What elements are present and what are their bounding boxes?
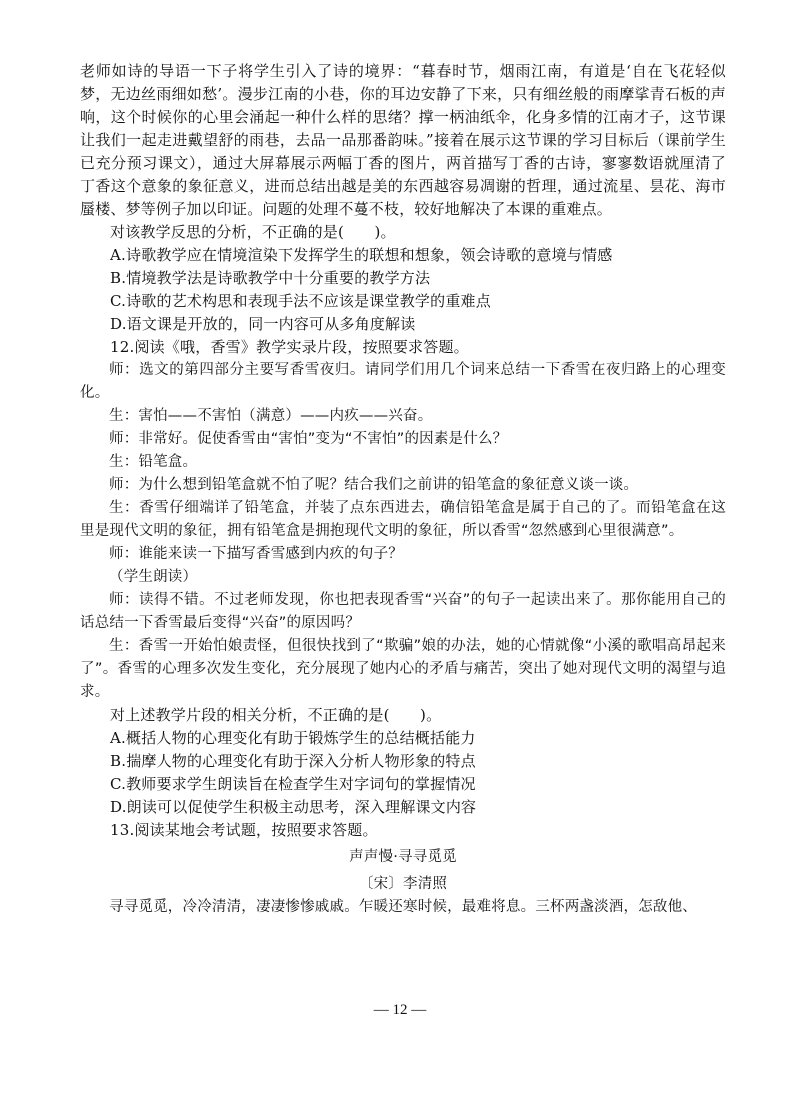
q11-option-a: A.诗歌教学应在情境渲染下发挥学生的联想和想象，领会诗歌的意境与情感	[110, 246, 613, 264]
dialogue-line: （学生朗读）	[109, 569, 198, 585]
q11-option-b: B.情境教学法是诗歌教学中十分重要的教学方法	[110, 269, 431, 287]
q11-option-c: C.诗歌的艺术构思和表现手法不应该是课堂教学的重难点	[110, 292, 491, 310]
poem-title: 声声慢·寻寻觅觅	[349, 849, 457, 865]
page-content	[80, 60, 726, 919]
poem-line: 寻寻觅觅，冷冷清清，凄凄惨惨戚戚。乍暖还寒时候，最难将息。三杯两盏淡酒，怎敌他、	[109, 899, 697, 915]
dialogue-line: 生：铅笔盒。	[109, 454, 198, 470]
page-number: — 12 —	[373, 1002, 427, 1018]
intro-paragraph: 老师如诗的导语一下子将学生引入了诗的境界：“暮春时节，烟雨江南，有道是‘自在飞花轻似梦，无边丝雨细如愁’。漫步江南的小巷，你的耳边安静了下来，只有细丝般的雨摩挲青石板的声响，这个时候你的心里会涌起一种什么样的思绪？撑一柄油纸伞，化身多情的江南才子，这节课让我们一起走进戴望舒的雨巷，去品一品那番韵味。”接着在展示这节课的学习目标后（课前学生已充分预习课文），通过大屏幕展示两幅丁香的图片，两首描写丁香的古诗，寥寥数语就厘清了丁香这个意象的象征意义，进而总结出越是美的东西越容易凋谢的哲理，通过流星、昙花、海市蜃楼、梦等例子加以印证。问题的处理不蔓不枝，较好地解决了本课的重难点。	[80, 62, 726, 218]
dialogue-line: 师：读得不错。不过老师发现，你也把表现香雪“兴奋”的句子一起读出来了。那你能用自己的话总结一下香雪最后变得“兴奋”的原因吗？	[80, 592, 726, 631]
q13-heading: 13.阅读某地会考试题，按照要求答题。	[110, 821, 378, 839]
dialogue-line: 师：非常好。促使香雪由“害怕”变为“不害怕”的因素是什么？	[109, 431, 508, 447]
dialogue-line: 师：选文的第四部分主要写香雪夜归。请同学们用几个词来总结一下香雪在夜归路上的心理变化。	[80, 362, 726, 401]
q12-option-a: A.概括人物的心理变化有助于锻炼学生的总结概括能力	[110, 729, 476, 747]
q12-option-b: B.揣摩人物的心理变化有助于深入分析人物形象的特点	[110, 752, 476, 770]
poem-author: 〔宋〕李清照	[358, 876, 448, 892]
q12-heading: 12.阅读《哦，香雪》教学实录片段，按照要求答题。	[110, 338, 469, 356]
q12-stem: 对上述教学片段的相关分析，不正确的是( )。	[110, 706, 442, 724]
dialogue-line: 师：谁能来读一下描写香雪感到内疚的句子？	[109, 546, 403, 562]
q11-option-d: D.语文课是开放的，同一内容可从多角度解读	[110, 315, 416, 333]
dialogue-line: 师：为什么想到铅笔盒就不怕了呢？结合我们之前讲的铅笔盒的象征意义谈一谈。	[109, 477, 639, 493]
dialogue-line: 生：香雪仔细端详了铅笔盒，并装了点东西进去，确信铅笔盒是属于自己的了。而铅笔盒在这里是现代文明的象征，拥有铅笔盒是拥抱现代文明的象征，所以香雪“忽然感到心里很满意”。	[80, 500, 726, 539]
dialogue-line: 生：害怕——不害怕（满意）——内疚——兴奋。	[109, 408, 433, 424]
q11-stem: 对该教学反思的分析，不正确的是( )。	[110, 223, 396, 241]
dialogue-line: 生：香雪一开始怕娘责怪，但很快找到了“欺骗”娘的办法，她的心情就像“小溪的歌唱高昂起来了”。香雪的心理多次发生变化，充分展现了她内心的矛盾与痛苦，突出了她对现代文明的渴望与追求。	[80, 638, 726, 700]
q12-option-c: C.教师要求学生朗读旨在检查学生对字词句的掌握情况	[110, 775, 476, 793]
q12-option-d: D.朗读可以促使学生积极主动思考，深入理解课文内容	[110, 798, 477, 816]
